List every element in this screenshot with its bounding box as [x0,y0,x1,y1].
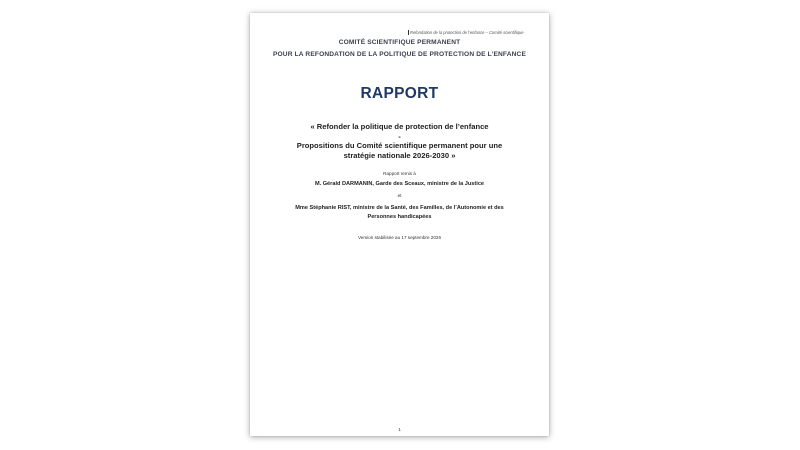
subtitle-line-1: « Refonder la politique de protection de l’enfance [310,122,489,131]
recipient-1: M. Gérald DARMANIN, Garde des Sceaux, ministre de la Justice [314,181,485,187]
conjunction: et [397,193,402,198]
recipient-2-line-2: Personnes handicapées [367,214,432,221]
subtitle-line-3: stratégie nationale 2026-2030 » [343,150,456,160]
running-header: Refondation de la protection de l’enfance – Comité scientifique [410,30,524,35]
subtitle-separator: - [398,131,401,141]
submitted-to-label: Rapport remis à [383,171,416,176]
version-date: Version stabilisée au 17 septembre 2026 [358,235,441,240]
document-title: RAPPORT [360,85,439,102]
recipient-2 [250,204,549,223]
recipient-2-line-1: Mme Stéphanie RIST, ministre de la Santé, des Familles, de l’Autonomie et des [295,205,504,211]
page-number: 1 [398,427,401,432]
subtitle-line-2: Propositions du Comité scientifique permanent pour une [296,141,503,151]
document-page [250,13,549,436]
organization-line-2: POUR LA REFONDATION DE LA POLITIQUE DE PROTECTION DE L’ENFANCE [272,51,527,58]
organization-line-1: COMITÉ SCIENTIFIQUE PERMANENT [338,39,461,46]
report-subtitle [250,122,549,160]
